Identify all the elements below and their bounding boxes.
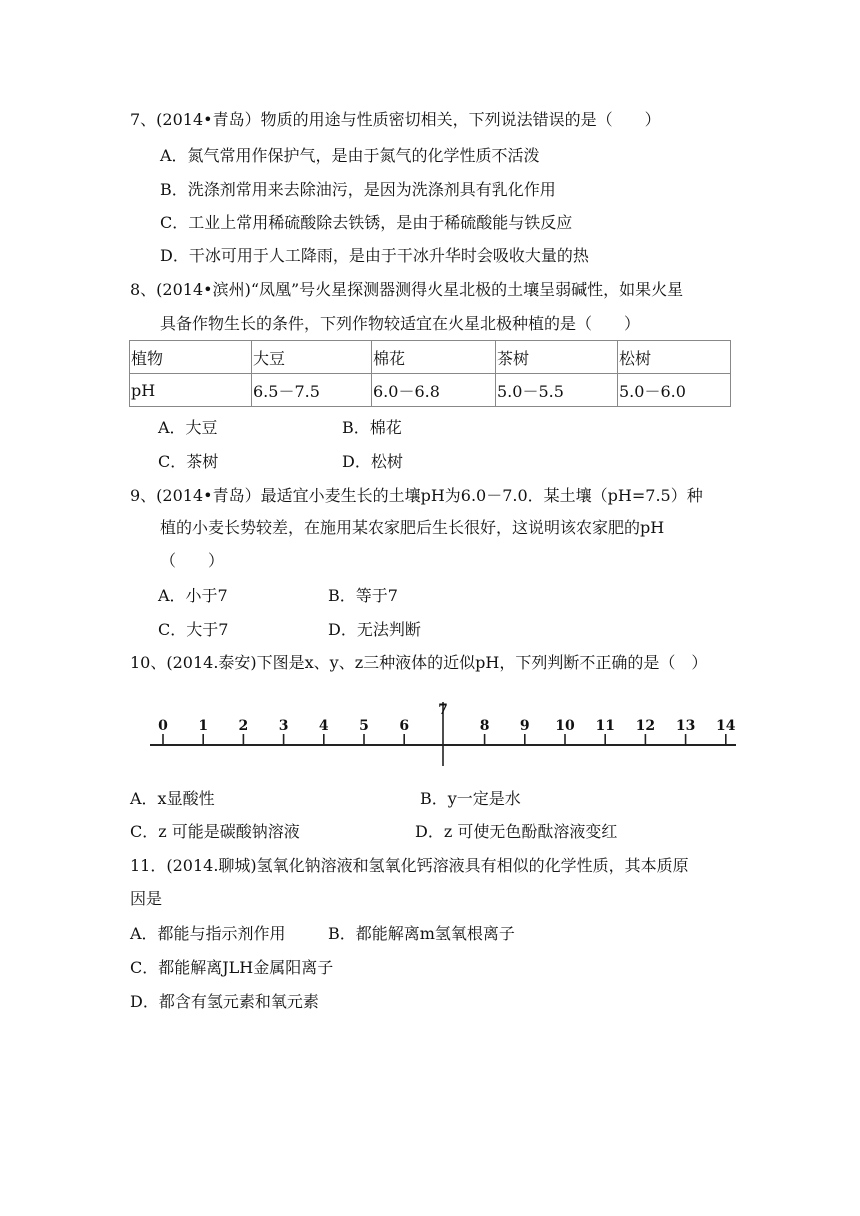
q7-stem: 7、(2014•青岛）物质的用途与性质密切相关，下列说法错误的是（ ） [130,110,661,129]
q10-option-b: B．y一定是水 [420,789,521,808]
table-header-cell: 棉花 [372,341,496,374]
table-cell: 6.0－6.8 [372,374,496,407]
table-header-cell: 松树 [618,341,731,374]
q9-stem-line3: （ ） [160,551,225,570]
table-row [130,341,731,374]
q7-option-a: A．氮气常用作保护气，是由于氮气的化学性质不活泼 [160,146,540,165]
ph-scale-label: 12 [635,718,656,734]
q10-stem: 10、(2014.泰安)下图是x、y、z三种液体的近似pH，下列判断不正确的是（ ） [130,653,708,672]
q11-option-c: C．都能解离JLH金属阳离子 [130,958,334,977]
q11-option-d: D．都含有氢元素和氧元素 [130,992,319,1011]
q11-option-b: B．都能解离m氢氧根离子 [328,924,515,943]
table-cell: 5.0－6.0 [618,374,731,407]
ph-scale-label: 5 [359,718,369,734]
q8-option-d: D．松树 [342,452,403,471]
q10-option-d: D．z 可使无色酚酞溶液变红 [415,822,618,841]
q8-stem-line1: 8、(2014•滨州)“凤凰”号火星探测器测得火星北极的土壤呈弱碱性，如果火星 [130,280,684,299]
q9-option-a: A．小于7 [158,586,228,605]
ph-scale-label: 14 [716,718,736,734]
q9-option-d: D．无法判断 [328,620,421,639]
ph-scale-label: 9 [519,718,530,734]
q10-option-a: A．x显酸性 [130,789,215,808]
table-header-cell: 大豆 [252,341,372,374]
table-header-cell: 植物 [130,341,252,374]
ph-scale-label: 11 [595,718,615,734]
table-header-cell: 茶树 [496,341,618,374]
ph-scale-label: 7 [438,702,448,718]
q11-option-a: A．都能与指示剂作用 [130,924,286,943]
ph-scale-label: 8 [479,718,490,734]
q9-option-c: C．大于7 [158,620,229,639]
table-row [130,374,731,407]
ph-scale-label: 0 [158,718,168,734]
ph-scale-label: 6 [399,718,410,734]
ph-scale-label: 10 [555,718,575,734]
table-cell: 6.5－7.5 [252,374,372,407]
ph-scale-label: 3 [278,718,289,734]
q11-stem-line2: 因是 [130,889,163,908]
q8-stem-line2: 具备作物生长的条件，下列作物较适宜在火星北极种植的是（ ） [160,314,641,333]
ph-table [129,340,731,407]
ph-scale-label: 4 [318,718,329,734]
ph-scale-label: 13 [675,718,696,734]
q8-option-a: A．大豆 [158,418,218,437]
q7-option-d: D．干冰可用于人工降雨，是由于干冰升华时会吸收大量的热 [160,246,589,265]
q7-option-b: B．洗涤剂常用来去除油污，是因为洗涤剂具有乳化作用 [160,180,556,199]
table-cell: 5.0－5.5 [496,374,618,407]
ph-scale-figure [140,700,740,772]
q9-stem-line1: 9、(2014•青岛）最适宜小麦生长的土壤pH为6.0－7.0．某土壤（pH=7.5）种 [130,486,703,505]
q7-option-c: C．工业上常用稀硫酸除去铁锈，是由于稀硫酸能与铁反应 [160,213,573,232]
q11-stem-line1: 11．(2014.聊城)氢氧化钠溶液和氢氧化钙溶液具有相似的化学性质，其本质原 [130,856,689,875]
ph-scale-label: 2 [238,718,249,734]
q8-option-c: C．茶树 [158,452,219,471]
q10-option-c: C．z 可能是碳酸钠溶液 [130,822,300,841]
ph-scale-label: 1 [198,718,209,734]
table-cell: pH [130,374,252,407]
q9-option-b: B．等于7 [328,586,398,605]
q8-option-b: B．棉花 [342,418,402,437]
q9-stem-line2: 植的小麦长势较差，在施用某农家肥后生长很好，这说明该农家肥的pH [160,518,665,537]
